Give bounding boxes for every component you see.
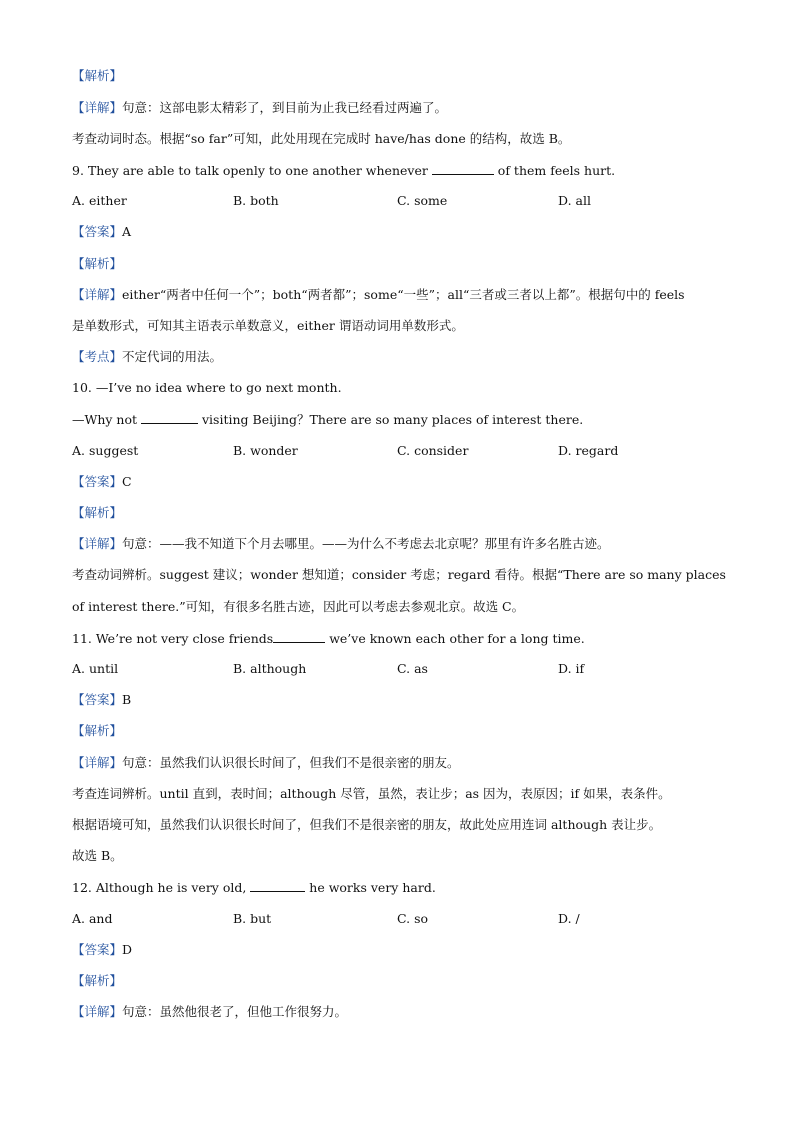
q12-option-d: D. / <box>558 911 580 926</box>
q12-analysis-heading: 【解析】 <box>72 973 123 988</box>
q12-option-b: B. but <box>233 911 272 926</box>
q9-analysis-heading: 【解析】 <box>72 256 123 271</box>
q12-answer: 【答案】D <box>72 942 133 957</box>
q10-option-a: A. suggest <box>72 443 139 458</box>
q12-stem: 12. Although he is very old, he works very hard. <box>72 880 436 895</box>
q11-option-c: C. as <box>397 661 428 676</box>
q9-option-b: B. both <box>233 193 279 208</box>
q10-stem-2: —Why not visiting Beijing？There are so many places of interest there. <box>72 412 584 427</box>
q9-answer: 【答案】A <box>72 224 132 239</box>
q10-answer: 【答案】C <box>72 474 132 489</box>
q11-explain-3: 故选 B。 <box>72 848 123 863</box>
q8-detail: 【详解】句意：这部电影太精彩了，到目前为止我已经看过两遍了。 <box>72 100 448 115</box>
answer-blank <box>432 162 494 175</box>
analysis-heading: 【解析】 <box>72 68 123 83</box>
q10-explain-2: of interest there.”可知，有很多名胜古迹，因此可以考虑去参观北京。故选 C。 <box>72 599 525 614</box>
q8-explain: 考查动词时态。根据“so far”可知，此处用现在完成时 have/has done 的结构，故选 B。 <box>72 131 571 146</box>
q10-option-b: B. wonder <box>233 443 298 458</box>
q12-detail: 【详解】句意：虽然他很老了，但他工作很努力。 <box>72 1004 348 1019</box>
answer-blank <box>141 411 198 424</box>
answer-blank <box>250 879 305 892</box>
q11-explain-1: 考查连词辨析。until 直到，表时间；although 尽管，虽然，表让步；as 因为，表原因；if 如果，表条件。 <box>72 786 671 801</box>
q9-detail-2: 是单数形式，可知其主语表示单数意义，either 谓语动词用单数形式。 <box>72 318 464 333</box>
q10-option-c: C. consider <box>397 443 469 458</box>
q11-stem: 11. We’re not very close friends we’ve known each other for a long time. <box>72 631 585 646</box>
q11-explain-2: 根据语境可知，虽然我们认识很长时间了，但我们不是很亲密的朋友，故此处应用连词 although 表让步。 <box>72 817 662 832</box>
q10-option-d: D. regard <box>558 443 619 458</box>
q11-option-b: B. although <box>233 661 307 676</box>
q9-stem: 9. They are able to talk openly to one another whenever of them feels hurt. <box>72 163 616 178</box>
q9-option-c: C. some <box>397 193 448 208</box>
q10-explain-1: 考查动词辨析。suggest 建议；wonder 想知道；consider 考虑；regard 看待。根据“There are so many places <box>72 567 726 582</box>
answer-blank <box>273 630 325 643</box>
q10-analysis-heading: 【解析】 <box>72 505 123 520</box>
q9-option-d: D. all <box>558 193 591 208</box>
q9-detail-1: 【详解】either“两者中任何一个”；both“两者都”；some“一些”；all“三者或三者以上都”。根据句中的 feels <box>72 287 685 302</box>
q10-detail: 【详解】句意：——我不知道下个月去哪里。——为什么不考虑去北京呢？那里有许多名胜古迹。 <box>72 536 610 551</box>
q11-analysis-heading: 【解析】 <box>72 723 123 738</box>
q10-stem-1: 10. —I’ve no idea where to go next month. <box>72 380 342 395</box>
q12-option-c: C. so <box>397 911 429 926</box>
q9-option-a: A. either <box>72 193 127 208</box>
q11-answer: 【答案】B <box>72 692 132 707</box>
q12-option-a: A. and <box>72 911 113 926</box>
q9-point: 【考点】不定代词的用法。 <box>72 349 223 364</box>
q11-option-a: A. until <box>72 661 119 676</box>
q11-option-d: D. if <box>558 661 585 676</box>
q11-detail: 【详解】句意：虽然我们认识很长时间了，但我们不是很亲密的朋友。 <box>72 755 460 770</box>
